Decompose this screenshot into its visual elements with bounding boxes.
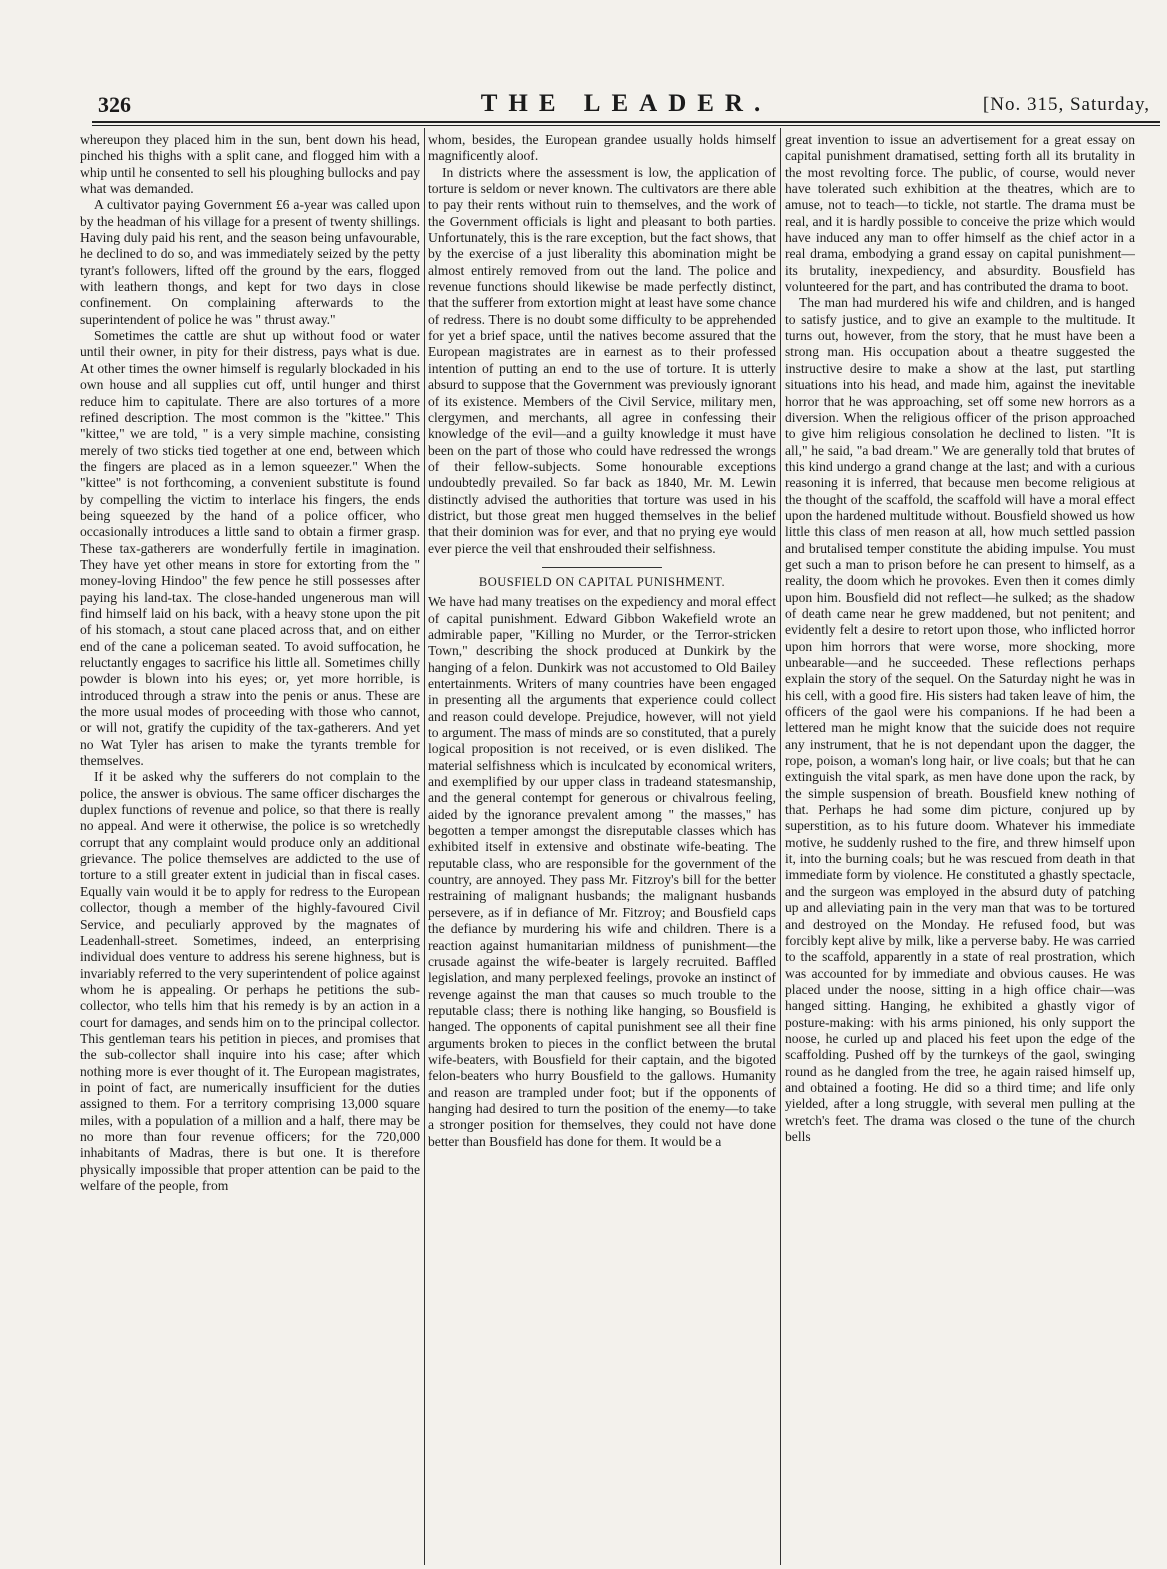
paragraph: The man had murdered his wife and children, and is hanged to satisfy justice, and to give an example to the multitude. It turns out, however, from the story, that he must have been a strong man. His occupation about a theatre suggested the instructive desire to make a show at the last, put startling situations into his head, and made him, against the inevitable horror that he was approaching, set off some new horrors as a diversion. When the religious officer of the prison approached to give him religious consolation he declined to listen. "It is all," he said, "a bad dream." We are generally told that brutes of this kind undergo a grand change at the last; and with a curious reasoning it is inferred, that because men become religious at the thought of the scaffold, the scaffold will have a moral effect upon the hardened multitude without. Bousfield showed us how little this class of men reason at all, how much settled passion and brutalised temper constitute the abiding impulse. You must get such a man to prison before he can present to himself, as a reality, the doom which he provokes. Even then it comes dimly upon him. Bousfield did not reflect—he sulked; as the shadow of death came near he grew maddened, but not penitent; and evidently felt a desire to retort upon those, who inflicted horror upon him horrors that were worse, more shocking, more unbearable—and he succeeded. These reflections perhaps explain the story of the sequel. On the Saturday night he was in his cell, with a good fire. His sisters had taken leave of him, the officers of the gaol were his companions. If he had been a lettered man he might know that the suicide does not require any instrument, that he is not dependant upon the dagger, the rope, poison, a woman's long hair, or live coals; but that he can extinguish the vital spark, as men have done upon the rack, by the simple suspension of breath. Bousfield knew nothing of that. Perhaps he had some dim picture, conjured up by superstition, as to his future doom. Whatever his immediate motive, he suddenly rushed to the fire, and threw himself upon it, into the burning coals; but he was rescued from death in that immediate form by violence. He constituted a ghastly spectacle, and the surgeon was employed in the absurd duty of patching up and alleviating pain in the very man that was to be tortured and destroyed on the Monday. He refused food, but was forcibly kept alive by milk, like a perverse baby. He was carried to the scaffold, apparently in a state of real prostration, which was accounted for by immediate and obvious causes. He was placed under the noose, sitting in a high office chair—was hanged sitting. Hanging, he exhibited a ghastly vigor of posture-making: with his arms pinioned, his only support the noose, he curled up and placed his feet upon the edge of the scaffolding. Pushed off by the turnkeys of the gaol, swinging round as he dangled from the tree, he again raised himself up, and obtained a footing. He did so a third time; and life only yielded, after a long struggle, with several men pulling at the wretch's feet. The drama was closed o the tune of the church bells (785, 295, 1135, 1144)
paragraph: great invention to issue an advertisement for a great essay on capital punishment dramatised, setting forth all its brutality in the most revolting force. The public, of course, would never have tolerated such exhibition at the theatres, which are to amuse, not to teach—to tickle, not startle. The drama must be real, and it is hardly possible to conceive the prize which would have induced any man to offer himself as the chief actor in a real drama, embodying a grand essay on capital punishment—its brutality, inexpediency, and absurdity. Bousfield has volunteered for the part, and has contributed the drama to boot. (785, 132, 1135, 295)
column-3 (785, 132, 1135, 1562)
column-divider (424, 128, 425, 1565)
paragraph: whereupon they placed him in the sun, bent down his head, pinched his thighs with a split cane, and flogged him with a whip until he consented to sell his ploughing bullocks and pay what was demanded. (80, 132, 420, 197)
paragraph: In districts where the assessment is low, the application of torture is seldom or never known. The cultivators are there able to pay their rents without ruin to themselves, and the work of the Government officials is light and pleasant to both parties. Unfortunately, this is the rare exception, but the fact shows, that by the exercise of a just liberality this abomination might be almost entirely removed from out the land. The police and revenue functions should likewise be made perfectly distinct, that the sufferer from extortion might at least have some chance of redress. There is no doubt some difficulty to be apprehended for yet a brief space, until the natives become assured that the European magistrates are in earnest as to their professed intention of putting an end to the use of torture. It is utterly absurd to suppose that the Government was previously ignorant of its existence. Members of the Civil Service, military men, clergymen, and merchants, all agree in confessing their knowledge of the evil—and a guilty knowledge it must have been on the part of those who could have redressed the wrongs of their fellow-subjects. Some honourable exceptions undoubtedly prevailed. So far back as 1840, Mr. M. Lewin distinctly advised the authorities that torture was used in his district, but those great men hugged themselves in the belief that their dominion was for ever, and that no prying eye would ever pierce the veil that enshrouded their selfishness. (428, 164, 776, 556)
paragraph: If it be asked why the sufferers do not complain to the police, the answer is obvious. The same officer discharges the duplex functions of revenue and police, so that there is really no appeal. And were it otherwise, the police is so wretchedly corrupt that any complaint would produce only an additional grievance. The police themselves are addicted to the use of torture to a still greater extent in judicial than in fiscal cases. Equally vain would it be to apply for redress to the European collector, though a member of the highly-favoured Civil Service, and peculiarly approved by the magnates of Leadenhall-street. Sometimes, indeed, an enterprising individual does venture to address his serene highness, but is invariably referred to the very superintendent of police against whom he is appealing. Or perhaps he petitions the sub-collector, who tells him that his remedy is by an action in a court for damages, and sends him on to the principal collector. This gentleman tears his petition in pieces, and promises that the sub-collector shall inquire into his case; after which nothing more is ever thought of it. The European magistrates, in point of fact, are numerically insufficient for the duties assigned to them. For a territory comprising 13,000 square miles, with a population of a million and a half, there may be no more than four revenue officers; for the 720,000 inhabitants of Madras, there is but one. It is therefore physically impossible that proper attention can be paid to the welfare of the people, from (80, 769, 420, 1193)
page-header (92, 88, 1160, 120)
page-number: 326 (98, 92, 131, 117)
column-2 (428, 132, 776, 1562)
paragraph: A cultivator paying Government £6 a-year was called upon by the headman of his village for a present of twenty shillings. Having duly paid his rent, and the season being unfavourable, he declined to do so, and was immediately seized by the petty tyrant's followers, lifted off the ground by the ears, flogged with leathern thongs, and kept for two days in close confinement. On complaining afterwards to the superintendent of police he was " thrust away." (80, 197, 420, 327)
column-1 (80, 132, 420, 1562)
paragraph: We have had many treatises on the expediency and moral effect of capital punishment. Edward Gibbon Wakefield wrote an admirable paper, "Killing no Murder, or the Terror-stricken Town," describing the shock produced at Dunkirk by the hanging of a felon. Dunkirk was not accustomed to Old Bailey entertainments. Writers of many countries have been engaged in presenting all the arguments that experience could collect and reason could develope. Prejudice, however, will not yield to argument. The mass of minds are so constituted, that a purely logical proposition is not received, or is even disliked. The material selfishness which is inculcated by economical writers, and exemplified by our upper class in tradeand statesmanship, and the general contempt for generous or chivalrous feeling, aided by the ignorance prevalent among " the masses," has begotten a temper amongst the disreputable classes which has exhibited itself in extensive and obstinate wife-beating. The reputable class, who are responsible for the government of the country, are annoyed. They pass Mr. Fitzroy's bill for the better restraining of malignant husbands; the malignant husbands persevere, as if in defiance of Mr. Fitzroy; and Bousfield caps the defiance by murdering his wife and children. There is a reaction against humanitarian mildness of punishment—the crusade against the wife-beater is largely recruited. Baffled legislation, and many perplexed feelings, provoke an instinct of revenge against the man that causes so much trouble to the reputable class; there is nothing like hanging, so Bousfield is hanged. The opponents of capital punishment see all their fine arguments broken to pieces in the conflict between the brutal wife-beaters, with Bousfield for their captain, and the bigoted felon-beaters who hurry Bousfield to the gallows. Humanity and reason are trampled under foot; but if the opponents of hanging had desired to turn the position of the enemy—to take a stronger position for themselves, they could not have done better than Bousfield has done for them. It would be a (428, 594, 776, 1149)
column-divider (780, 128, 781, 1565)
paragraph: whom, besides, the European grandee usually holds himself magnificently aloof. (428, 132, 776, 164)
header-rule-thin (92, 125, 1160, 126)
issue-info: [No. 315, Saturday, (982, 94, 1150, 115)
paragraph: Sometimes the cattle are shut up without food or water until their owner, in pity for their distress, pays what is due. At other times the owner himself is regularly blockaded in his own house and all supplies cut off, until hunger and thirst reduce him to capitulate. There are also tortures of a more refined description. The most common is the "kittee." This "kittee," we are told, " is a very simple machine, consisting merely of two sticks tied together at one end, between which the fingers are placed as in a lemon squeezer." When the "kittee" is not forthcoming, a convenient substitute is found by compelling the victim to interlace his fingers, the ends being squeezed by the hand of a police officer, who occasionally introduces a little sand to obtain a firmer grasp. These tax-gatherers are wonderfully fertile in imagination. They have yet other means in store for extorting from the " money-loving Hindoo" the few pence he still possesses after paying his land-tax. The close-handed ungenerous man will find himself laid on his back, with a heavy stone upon the pit of his stomach, a stout cane placed across that, and on either end of the cane a policeman seated. To avoid suffocation, he reluctantly engages to sacrifice his little all. Sometimes chilly powder is blown into his eyes; or, yet more horrible, is introduced through a straw into the penis or anus. These are the more usual modes of proceeding with those who cannot, or will not, gratify the cupidity of the tax-gatherers. And yet no Wat Tyler has arisen to make the tyrants tremble for themselves. (80, 328, 420, 769)
header-rule-thick (92, 121, 1160, 123)
newspaper-title: THE LEADER. (480, 90, 772, 117)
section-heading: BOUSFIELD ON CAPITAL PUNISHMENT. (428, 567, 776, 590)
